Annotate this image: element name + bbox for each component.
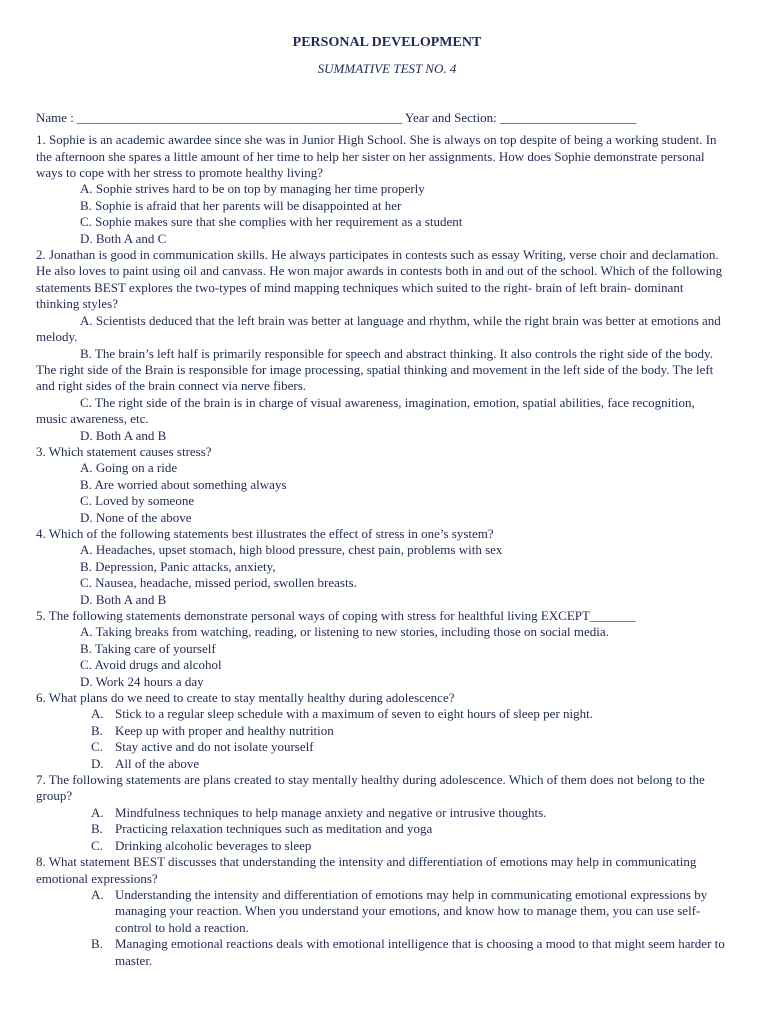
question-stem: 5. The following statements demonstrate personal ways of coping with stress for healthful living EXCEPT_______ [36, 608, 636, 623]
question-5 [36, 608, 728, 690]
option-a: A. Headaches, upset stomach, high blood pressure, chest pain, problems with sex [80, 542, 503, 558]
question-stem: 8. What statement BEST discusses that understanding the intensity and differentiation of emotions may help in communicating emotional expressions? [36, 854, 697, 886]
option-c: C. Sophie makes sure that she complies with her requirement as a student [80, 214, 463, 230]
option-a: A. Sophie strives hard to be on top by managing her time properly [80, 181, 425, 197]
question-stem: 6. What plans do we need to create to stay mentally healthy during adolescence? [36, 690, 455, 706]
option-label: A. [91, 804, 104, 820]
option-d: D. Both A and B [80, 427, 167, 443]
option-d: D. Both A and C [80, 230, 167, 246]
option-label: B. [91, 936, 103, 952]
option-c [36, 739, 728, 755]
option-label: C. [91, 837, 103, 853]
option-label: B. [91, 722, 103, 738]
document-subtitle: SUMMATIVE TEST NO. 4 [317, 61, 457, 77]
option-text: All of the above [115, 755, 200, 771]
question-stem: 1. Sophie is an academic awardee since she was in Junior High School. She is always on top despite of being a working student. In the afternoon she spares a little amount of her time to help her sister on her assignments. How does Sophie demonstrate personal ways to cope with her stress to promote healthy living? [36, 132, 717, 181]
question-4 [36, 526, 728, 608]
option-label: A. [91, 706, 104, 722]
option-c: C. Loved by someone [80, 493, 195, 509]
question-stem: 4. Which of the following statements best illustrates the effect of stress in one’s system? [36, 525, 494, 541]
year-section-label: Year and Section: [402, 109, 501, 125]
name-section-line [36, 110, 728, 126]
option-text: Practicing relaxation techniques such as meditation and yoga [115, 821, 433, 837]
option-a [36, 706, 728, 722]
option-label: C. [91, 739, 103, 755]
option-label: A. [91, 886, 104, 902]
option-text: Stick to a regular sleep schedule with a maximum of seven to eight hours of sleep per night. [115, 706, 593, 722]
option-text: Managing emotional reactions deals with emotional intelligence that is choosing a mood to that might seem harder to master. [115, 936, 725, 968]
option-d [36, 756, 728, 772]
option-c: C. Avoid drugs and alcohol [80, 657, 222, 673]
question-stem: 3. Which statement causes stress? [36, 443, 212, 459]
option-b [36, 936, 728, 969]
option-text: Mindfulness techniques to help manage anxiety and negative or intrusive thoughts. [115, 804, 547, 820]
question-1 [36, 132, 728, 247]
option-b [36, 723, 728, 739]
question-stem: 7. The following statements are plans created to stay mentally healthy during adolescence. Which of them does not belong to the group? [36, 772, 705, 804]
option-d: D. Both A and B [80, 591, 167, 607]
option-d: D. Work 24 hours a day [80, 673, 204, 689]
option-c: C. The right side of the brain is in charge of visual awareness, imagination, emotion, spatial abilities, face recognition, music awareness, etc. [36, 394, 695, 427]
option-b: B. Sophie is afraid that her parents will be disappointed at her [80, 197, 402, 213]
option-label: D. [91, 755, 104, 771]
option-a: A. Taking breaks from watching, reading, or listening to new stories, including those on social media. [80, 624, 609, 640]
option-a [36, 805, 728, 821]
option-c: C. Nausea, headache, missed period, swollen breasts. [80, 575, 357, 591]
option-text: Keep up with proper and healthy nutrition [115, 722, 334, 738]
option-b: B. The brain’s left half is primarily responsible for speech and abstract thinking. It also controls the right side of the body. The right side of the Brain is responsible for image processing, spatial thinking and movement in the left side of the body. The left and right sides of the brain connect via nerve fibers. [36, 345, 714, 394]
option-d: D. None of the above [80, 509, 192, 525]
option-text: Understanding the intensity and differentiation of emotions may help in communicating emotional expressions by managing your reaction. When you understand your emotions, and know how to manage them, you can use self- control to hold a reaction. [115, 886, 708, 935]
question-6 [36, 690, 728, 772]
option-a: A. Going on a ride [80, 460, 178, 476]
option-a: A. Scientists deduced that the left brain was better at language and rhythm, while the right brain was better at emotions and melody. [36, 312, 721, 345]
name-label: Name : [36, 109, 78, 125]
option-b: B. Are worried about something always [80, 476, 287, 492]
option-text: Stay active and do not isolate yourself [115, 739, 314, 755]
year-section-blank: _____________________ [500, 109, 637, 125]
option-b: B. Taking care of yourself [80, 640, 216, 656]
question-8 [36, 854, 728, 969]
option-b [36, 821, 728, 837]
document-title: PERSONAL DEVELOPMENT [292, 35, 482, 50]
name-blank: __________________________________________________ [77, 109, 403, 125]
option-label: B. [91, 821, 103, 837]
question-3 [36, 444, 728, 526]
option-b: B. Depression, Panic attacks, anxiety, [80, 558, 276, 574]
option-a [36, 887, 728, 936]
question-7 [36, 772, 728, 854]
question-2 [36, 247, 728, 444]
option-text: Drinking alcoholic beverages to sleep [115, 837, 312, 853]
question-stem: 2. Jonathan is good in communication skills. He always participates in contests such as essay Writing, verse choir and declamation. He also loves to paint using oil and canvass. He won major awards in contests both in and out of the school. Which of the following statements BEST explores the two-types of mind mapping techniques which suited to the right- brain of left brain- dominant thinking styles? [36, 247, 723, 312]
option-c [36, 838, 728, 854]
